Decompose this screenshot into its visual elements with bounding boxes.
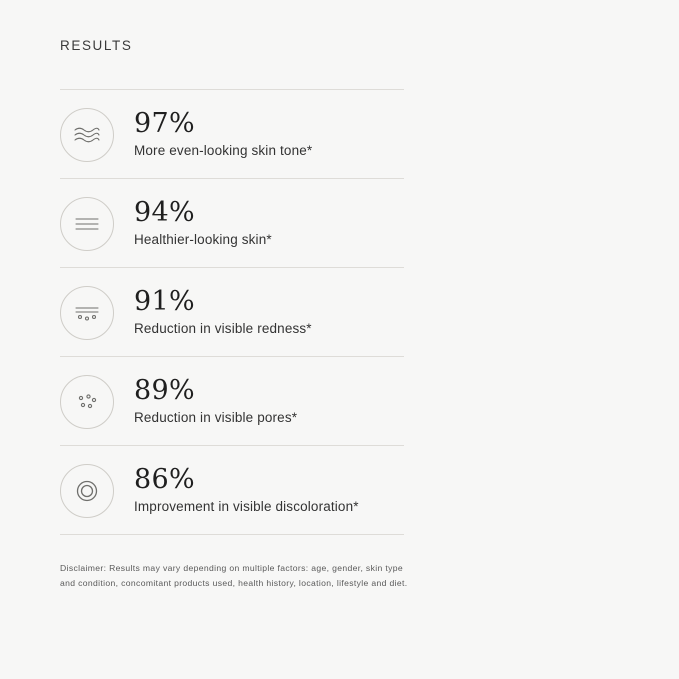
result-text [134, 199, 272, 248]
list-item [60, 446, 404, 535]
page-title: RESULTS [60, 38, 133, 53]
result-text [134, 466, 359, 515]
lines-icon [60, 197, 114, 251]
result-percent: 97% [134, 108, 195, 140]
result-claim: Reduction in visible redness* [134, 320, 312, 336]
list-item [60, 179, 404, 268]
result-claim: More even-looking skin tone* [134, 142, 313, 158]
circle-ring-icon [60, 464, 114, 518]
result-text [134, 377, 297, 426]
result-text [134, 110, 312, 159]
result-percent: 86% [134, 464, 195, 496]
result-claim: Healthier-looking skin* [134, 231, 272, 247]
result-percent: 94% [134, 197, 195, 229]
pores-dots-icon [60, 375, 114, 429]
result-claim: Reduction in visible pores* [134, 409, 298, 425]
list-item [60, 268, 404, 357]
result-text [134, 288, 312, 337]
results-list [60, 89, 404, 535]
list-item [60, 357, 404, 446]
redness-lines-dots-icon [60, 286, 114, 340]
result-claim: Improvement in visible discoloration* [134, 498, 359, 514]
disclaimer-text: Disclaimer: Results may vary depending on multiple factors: age, gender, skin type and condition, concomitant products used, health history, location, lifestyle and diet. [60, 563, 408, 589]
waves-icon [60, 108, 114, 162]
result-percent: 91% [134, 286, 195, 318]
result-percent: 89% [134, 375, 195, 407]
list-item [60, 90, 404, 179]
